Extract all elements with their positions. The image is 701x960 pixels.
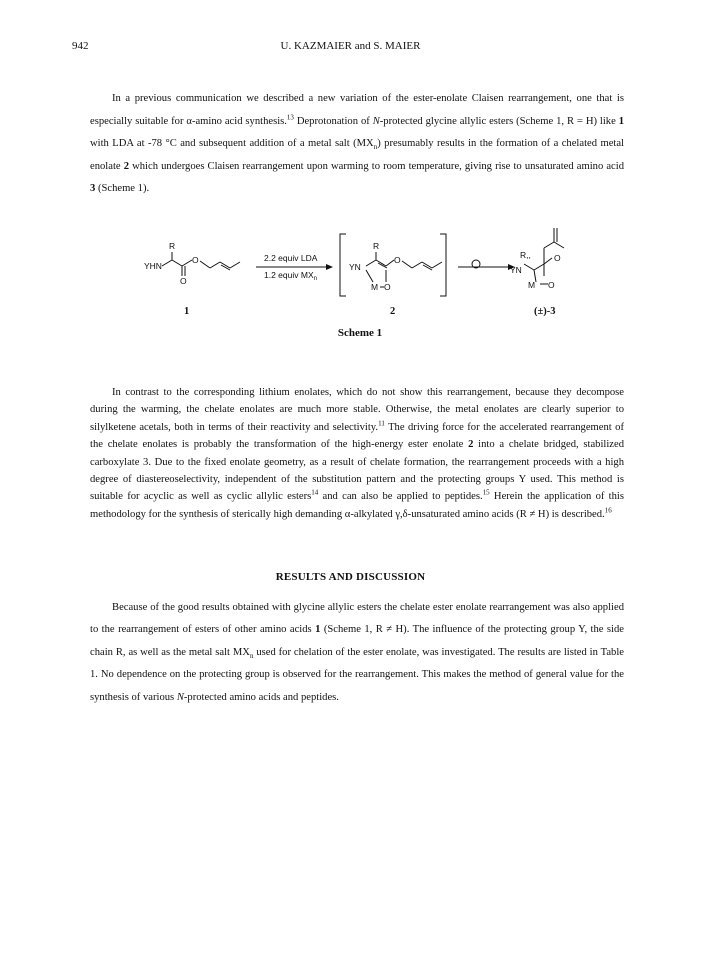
reference-16: 16 xyxy=(604,506,612,515)
label-o-chelate-3: O xyxy=(548,280,555,290)
reference-14: 14 xyxy=(311,488,319,497)
label-m-2: M xyxy=(371,282,379,292)
label-r-1: R xyxy=(169,241,176,251)
scheme-1 xyxy=(140,226,580,346)
compound-2-label: 2 xyxy=(390,306,396,317)
running-head: U. KAZMAIER and S. MAIER xyxy=(280,40,421,52)
label-yn-3: YN xyxy=(510,265,522,275)
label-yhn: YHN xyxy=(144,261,162,271)
compound-1-label: 1 xyxy=(184,306,190,317)
label-o-chelate-2: O xyxy=(384,282,391,292)
label-o-ester-2: O xyxy=(394,255,401,265)
label-yn-2: YN xyxy=(349,262,361,272)
section-heading: RESULTS AND DISCUSSION xyxy=(275,571,426,583)
paragraph-intro: In a previous communication we described a new variation of the ester-enolate Claisen rearrangement, one that is especially suitable for α-amino acid synthesis.$^{13}$ Deprotonation of N-protected glycine allylic esters (Scheme 1, R = H) like 1 with LDA at -78 °C and subsequent addition of a metal salt $(MX_n)$ presumably results in the formation of a chelated metal enolate 2 which undergoes Claisen rearrangement upon warming to room temperature, giving rise to unsaturated amino acid 3 (Scheme 1). xyxy=(90,93,625,195)
label-o-ester-1: O xyxy=(192,255,199,265)
compound-3-label: (±)-3 xyxy=(534,306,556,317)
scheme-1-drawing xyxy=(140,226,580,326)
paragraph-chelate-enolates: In contrast to the corresponding lithium enolates, which do not show this rearrangement, because they decompose during the warming, the chelate enolates are much more stable. Otherwise, the metal enolates are clearly superior to silylketene acetals, both in terms of their reactivity and selectivity.$^{11}$ The driving force for the accelerated rearrangement of the chelate enolates is probably the transformation of the high-energy ester enolate 2 into a chelate bridged, stabilized carboxylate 3. Due to the fixed enolate geometry, as a result of chelate formation, the rearrangement proceeds with a high degree of diastereoselectivity, independent of the substitution pattern and the protecting groups Y used. This method is suitable for acyclic as well as cyclic allylic esters$^{14}$ and can also be applied to peptides.$^{15}$ Herein the application of this methodology for the synthesis of sterically high demanding α-alkylated γ,δ-unsaturated amino acids (R ≠ H) is described.$^{16}$ xyxy=(90,387,624,520)
reference-13: 13 xyxy=(286,113,294,122)
reagent-lda: 2.2 equiv LDA xyxy=(264,253,318,263)
label-o-carbonyl-1: O xyxy=(180,276,187,286)
label-o-3: O xyxy=(554,253,561,263)
reagent-metal-salt: 1.2 equiv $MX_n$ xyxy=(264,270,317,282)
label-m-3: M xyxy=(528,280,536,290)
reference-15: 15 xyxy=(482,488,490,497)
label-r-3: R,, xyxy=(520,250,531,260)
scheme-caption: Scheme 1 xyxy=(337,327,383,339)
label-r-2: R xyxy=(373,241,380,251)
reference-11: 11 xyxy=(378,419,385,428)
page-header xyxy=(0,40,701,56)
paragraph-results: Because of the good results obtained with glycine allylic esters the chelate ester enolate rearrangement was also applied to the rearrangement of esters of other amino acids 1 (Scheme 1, R ≠ H). The influence of the protecting group Y, the side chain R, as well as the metal salt $MX_n$ used for chelation of the ester enolate, was investigated. The results are listed in Table 1. No dependence on the protecting group is observed for the rearrangement. This makes the method of general value for the synthesis of various N-protected amino acids and peptides. xyxy=(90,602,624,703)
page-number: 942 xyxy=(72,40,89,52)
